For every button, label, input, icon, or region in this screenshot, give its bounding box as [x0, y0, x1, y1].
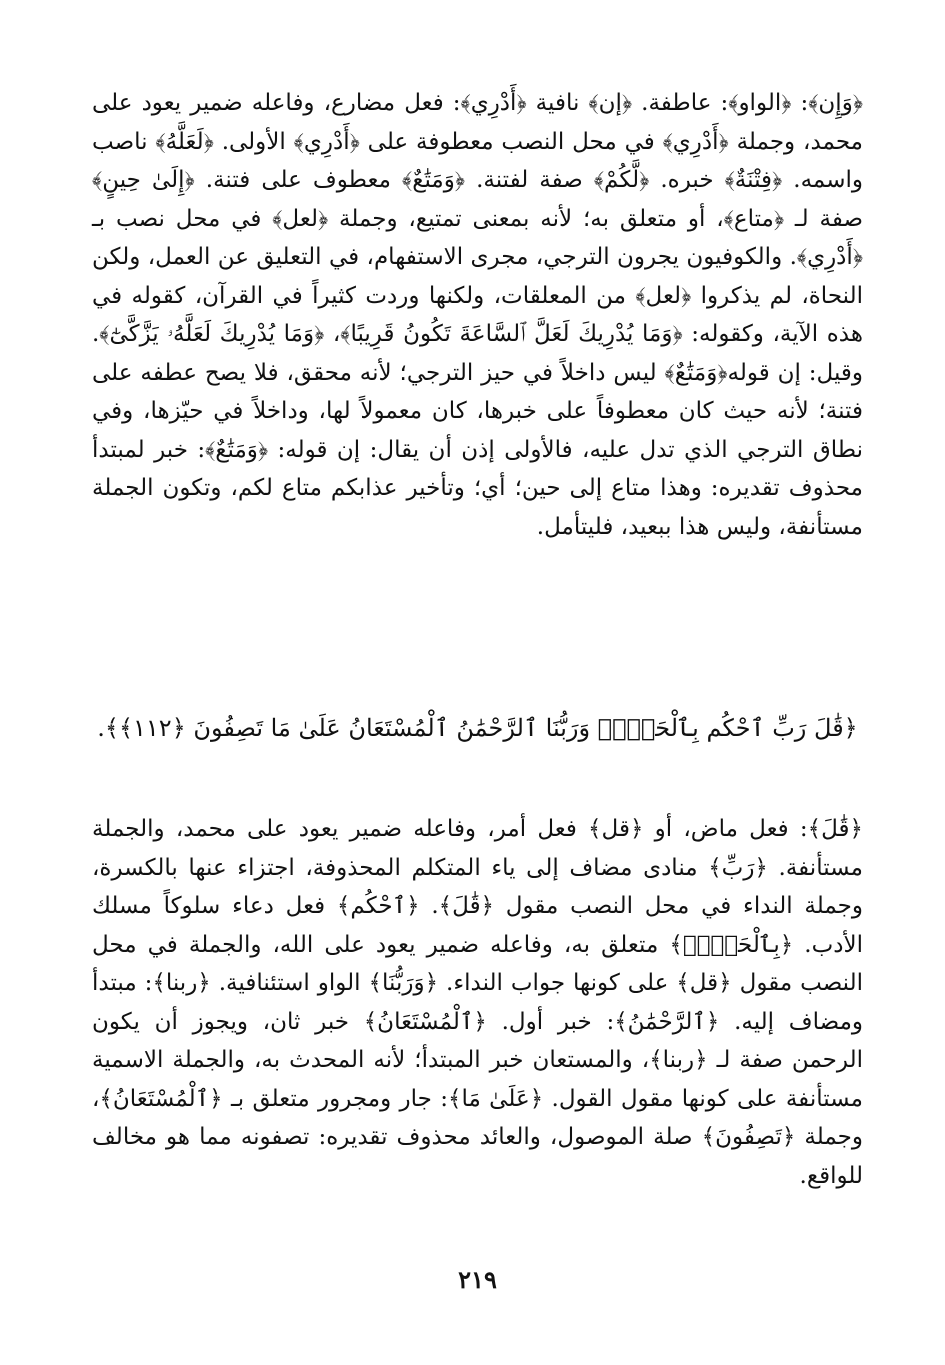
quran-verse: ﴿قَٰلَ رَبِّ ٱحْكُم بِٱلْحَقِّۗ وَرَبُّنَا ٱلرَّحْمَٰنُ ٱلْمُسْتَعَانُ عَلَىٰ مَا تَصِفُونَ ﴿١١٢﴾﴾.: [97, 714, 858, 742]
book-page: [92, 84, 863, 1325]
commentary-paragraph-one: ﴿وَإِن﴾: ﴿الواو﴾: عاطفة. ﴿إن﴾ نافية ﴿أَدْرِي﴾: فعل مضارع، وفاعله ضمير يعود على محمد، وجملة ﴿أَدْرِي﴾ في محل النصب معطوفة على ﴿أَدْرِي﴾ الأولى. ﴿لَعَلَّهُ﴾ ناصب واسمه. ﴿فِتْنَةٌ﴾ خبره. ﴿لَّكُمْ﴾ صفة لفتنة. ﴿وَمَتَٰعٌ﴾ معطوف على فتنة. ﴿إِلَىٰ حِينٍ﴾ صفة لـ ﴿متاع﴾، أو متعلق به؛ لأنه بمعنى تمتيع، وجملة ﴿لعل﴾ في محل نصب بـ ﴿أَدْرِي﴾. والكوفيون يجرون الترجي، مجرى الاستفهام، في التعليق عن العمل، ولكن النحاة، لم يذكروا ﴿لعل﴾ من المعلقات، ولكنها وردت كثيراً في القرآن، كقوله في هذه الآية، وكقوله: ﴿وَمَا يُدْرِيكَ لَعَلَّ ٱلسَّاعَةَ تَكُونُ قَرِيبًا﴾، ﴿وَمَا يُدْرِيكَ لَعَلَّهُۥ يَزَّكَّىٰٓ﴾. وقيل: إن قوله﴿وَمَتَٰعٌ﴾ ليس داخلاً في حيز الترجي؛ لأنه محقق، فلا يصح عطفه على فتنة؛ لأنه حيث كان معطوفاً على خبرها، كان معمولاً لها، وداخلاً في حيّزها، وفي نطاق الترجي الذي تدل عليه، فالأولى إذن أن يقال: إن قوله: ﴿وَمَتَٰعٌ﴾: خبر لمبتدأ محذوف تقديره: وهذا متاع إلى حين؛ أي؛ وتأخير عذابكم متاع لكم، وتكون الجملة مستأنفة، وليس هذا ببعيد، فليتأمل.: [92, 90, 863, 540]
page-number: ٢١٩: [458, 1265, 497, 1294]
commentary-paragraph-two: ﴿قَٰلَ﴾: فعل ماض، أو ﴿قل﴾ فعل أمر، وفاعله ضمير يعود على محمد، والجملة مستأنفة. ﴿رَبِّ﴾ منادى مضاف إلى ياء المتكلم المحذوفة، اجتزاء عنها بالكسرة، وجملة النداء في محل النصب مقول ﴿قَٰلَ﴾. ﴿ٱحْكُم﴾ فعل دعاء سلوكاً مسلك الأدب. ﴿بِٱلْحَقِّۗ﴾ متعلق به، وفاعله ضمير يعود على الله، والجملة في محل النصب مقول ﴿قل﴾ على كونها جواب النداء. ﴿وَرَبُّنَا﴾ الواو استئنافية. ﴿ربنا﴾: مبتدأ ومضاف إليه. ﴿ٱلرَّحْمَٰنُ﴾: خبر أول. ﴿ٱلْمُسْتَعَانُ﴾ خبر ثان، ويجوز أن يكون الرحمن صفة لـ ﴿ربنا﴾، والمستعان خبر المبتدأ؛ لأنه المحدث به، والجملة الاسمية مستأنفة على كونها مقول القول. ﴿عَلَىٰ مَا﴾: جار ومجرور متعلق بـ ﴿ٱلْمُسْتَعَانُ﴾، وجملة ﴿تَصِفُونَ﴾ صلة الموصول، والعائد محذوف تقديره: تصفونه مما هو مخالف للواقع.: [92, 816, 863, 1189]
